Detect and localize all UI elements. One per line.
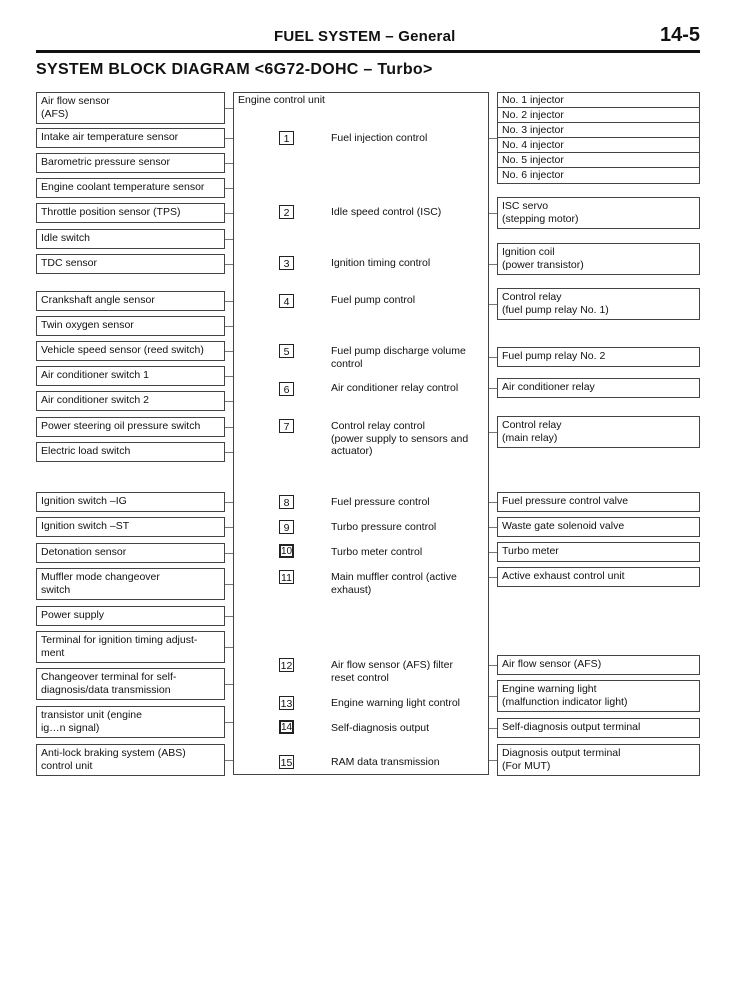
diagram-title: SYSTEM BLOCK DIAGRAM <6G72-DOHC – Turbo> [36, 61, 433, 78]
output-fuel-pump-relay-1: Control relay (fuel pump relay No. 1) [497, 288, 700, 320]
function-number: 4 [279, 294, 294, 308]
output-fuel-pressure-valve: Fuel pressure control valve [497, 492, 700, 512]
input-connector [225, 376, 233, 377]
output-connector [489, 213, 497, 214]
function-label: Engine warning light control [331, 697, 460, 709]
function-number: 7 [279, 419, 294, 433]
input-tdc: TDC sensor [36, 254, 225, 274]
input-barometric: Barometric pressure sensor [36, 153, 225, 173]
output-connector [489, 665, 497, 666]
input-power-steering: Power steering oil pressure switch [36, 417, 225, 437]
input-connector [225, 326, 233, 327]
input-connector [225, 427, 233, 428]
input-power-transistor: transistor unit (engine ig…n signal) [36, 706, 225, 738]
input-connector [225, 138, 233, 139]
output-self-diagnosis-terminal: Self-diagnosis output terminal [497, 718, 700, 738]
output-injector-6: No. 6 injector [497, 167, 700, 184]
function-number: 12 [280, 660, 293, 672]
output-engine-warning-light: Engine warning light (malfunction indicator light) [497, 680, 700, 712]
input-idle-switch: Idle switch [36, 229, 225, 249]
input-connector [225, 684, 233, 685]
output-waste-gate-valve: Waste gate solenoid valve [497, 517, 700, 537]
input-ignition-timing-terminal: Terminal for ignition timing adjust- ment [36, 631, 225, 663]
function-number: 9 [279, 520, 294, 534]
function-number: 2 [279, 205, 294, 219]
function-number: 14 [281, 722, 293, 733]
input-diagnosis-terminal: Changeover terminal for self- diagnosis/data transmission [36, 668, 225, 700]
output-connector [489, 357, 497, 358]
input-muffler-switch: Muffler mode changeover switch [36, 568, 225, 600]
output-active-exhaust-unit: Active exhaust control unit [497, 567, 700, 587]
function-label: RAM data transmission [331, 756, 440, 768]
function-number: 5 [279, 344, 294, 358]
function-label: Air conditioner relay control [331, 382, 459, 394]
input-vehicle-speed: Vehicle speed sensor (reed switch) [36, 341, 225, 361]
function-number: 13 [280, 698, 293, 710]
input-connector [225, 213, 233, 214]
output-connector [489, 264, 497, 265]
output-turbo-meter: Turbo meter [497, 542, 700, 562]
input-coolant-temp: Engine coolant temperature sensor [36, 178, 225, 198]
function-label: Turbo meter control [331, 546, 423, 558]
input-ac-switch-1: Air conditioner switch 1 [36, 366, 225, 386]
output-injector-2: No. 2 injector [497, 107, 700, 123]
input-crank-angle: Crankshaft angle sensor [36, 291, 225, 311]
output-ignition-coil: Ignition coil (power transistor) [497, 243, 700, 275]
input-connector [225, 647, 233, 648]
input-connector [225, 452, 233, 453]
input-intake-air-temp: Intake air temperature sensor [36, 128, 225, 148]
input-connector [225, 760, 233, 761]
input-ignition-ig: Ignition switch –IG [36, 492, 225, 512]
output-connector [489, 527, 497, 528]
output-fuel-pump-relay-2: Fuel pump relay No. 2 [497, 347, 700, 367]
output-ac-relay: Air conditioner relay [497, 378, 700, 398]
input-connector [225, 401, 233, 402]
input-connector [225, 351, 233, 352]
input-abs-unit: Anti-lock braking system (ABS) control unit [36, 744, 225, 776]
output-injector-4: No. 4 injector [497, 137, 700, 153]
output-isc-servo: ISC servo (stepping motor) [497, 197, 700, 229]
input-ac-switch-2: Air conditioner switch 2 [36, 391, 225, 411]
input-connector [225, 502, 233, 503]
function-label: Air flow sensor (AFS) filter reset control [331, 659, 453, 684]
function-label: Fuel injection control [331, 132, 428, 144]
output-diagnosis-terminal-mut: Diagnosis output terminal (For MUT) [497, 744, 700, 776]
input-connector [225, 553, 233, 554]
input-connector [225, 722, 233, 723]
output-connector [489, 388, 497, 389]
function-number: 6 [279, 382, 294, 396]
input-oxygen: Twin oxygen sensor [36, 316, 225, 336]
function-label: Control relay control (power supply to sensors and actuator) [331, 420, 469, 457]
function-label: Fuel pressure control [331, 496, 430, 508]
input-connector [225, 163, 233, 164]
function-label: Fuel pump control [331, 294, 416, 306]
input-afs: Air flow sensor (AFS) [36, 92, 225, 124]
input-tps: Throttle position sensor (TPS) [36, 203, 225, 223]
input-detonation: Detonation sensor [36, 543, 225, 563]
output-connector [489, 760, 497, 761]
input-connector [225, 527, 233, 528]
input-ignition-st: Ignition switch –ST [36, 517, 225, 537]
input-connector [225, 108, 233, 109]
output-connector [489, 502, 497, 503]
function-label: Turbo pressure control [331, 521, 437, 533]
output-connector [489, 552, 497, 553]
input-electric-load: Electric load switch [36, 442, 225, 462]
output-afs: Air flow sensor (AFS) [497, 655, 700, 675]
section-title: FUEL SYSTEM – General [274, 28, 456, 45]
output-connector [489, 696, 497, 697]
input-connector [225, 239, 233, 240]
function-number: 15 [280, 757, 293, 769]
output-connector [489, 304, 497, 305]
input-connector [225, 264, 233, 265]
output-injector-5: No. 5 injector [497, 152, 700, 168]
output-connector [489, 728, 497, 729]
output-main-relay: Control relay (main relay) [497, 416, 700, 448]
page-number: 14-5 [659, 24, 700, 46]
output-connector [489, 577, 497, 578]
function-number: 8 [279, 495, 294, 509]
function-label: Self-diagnosis output [331, 722, 430, 734]
input-connector [225, 301, 233, 302]
function-label: Main muffler control (active exhaust) [331, 571, 457, 596]
input-connector [225, 616, 233, 617]
function-number: 3 [279, 256, 294, 270]
output-injector-3: No. 3 injector [497, 122, 700, 138]
function-number: 10 [281, 546, 293, 557]
ecu-title: Engine control unit [238, 94, 325, 106]
function-label: Ignition timing control [331, 257, 431, 269]
input-connector [225, 188, 233, 189]
function-number: 1 [279, 131, 294, 145]
input-power-supply: Power supply [36, 606, 225, 626]
output-injector-1: No. 1 injector [497, 92, 700, 108]
output-connector [489, 432, 497, 433]
header-rule [36, 50, 700, 53]
function-number: 11 [279, 570, 294, 584]
input-connector [225, 584, 233, 585]
function-label: Fuel pump discharge volume control [331, 345, 466, 370]
output-connector [489, 138, 497, 139]
function-label: Idle speed control (ISC) [331, 206, 442, 218]
